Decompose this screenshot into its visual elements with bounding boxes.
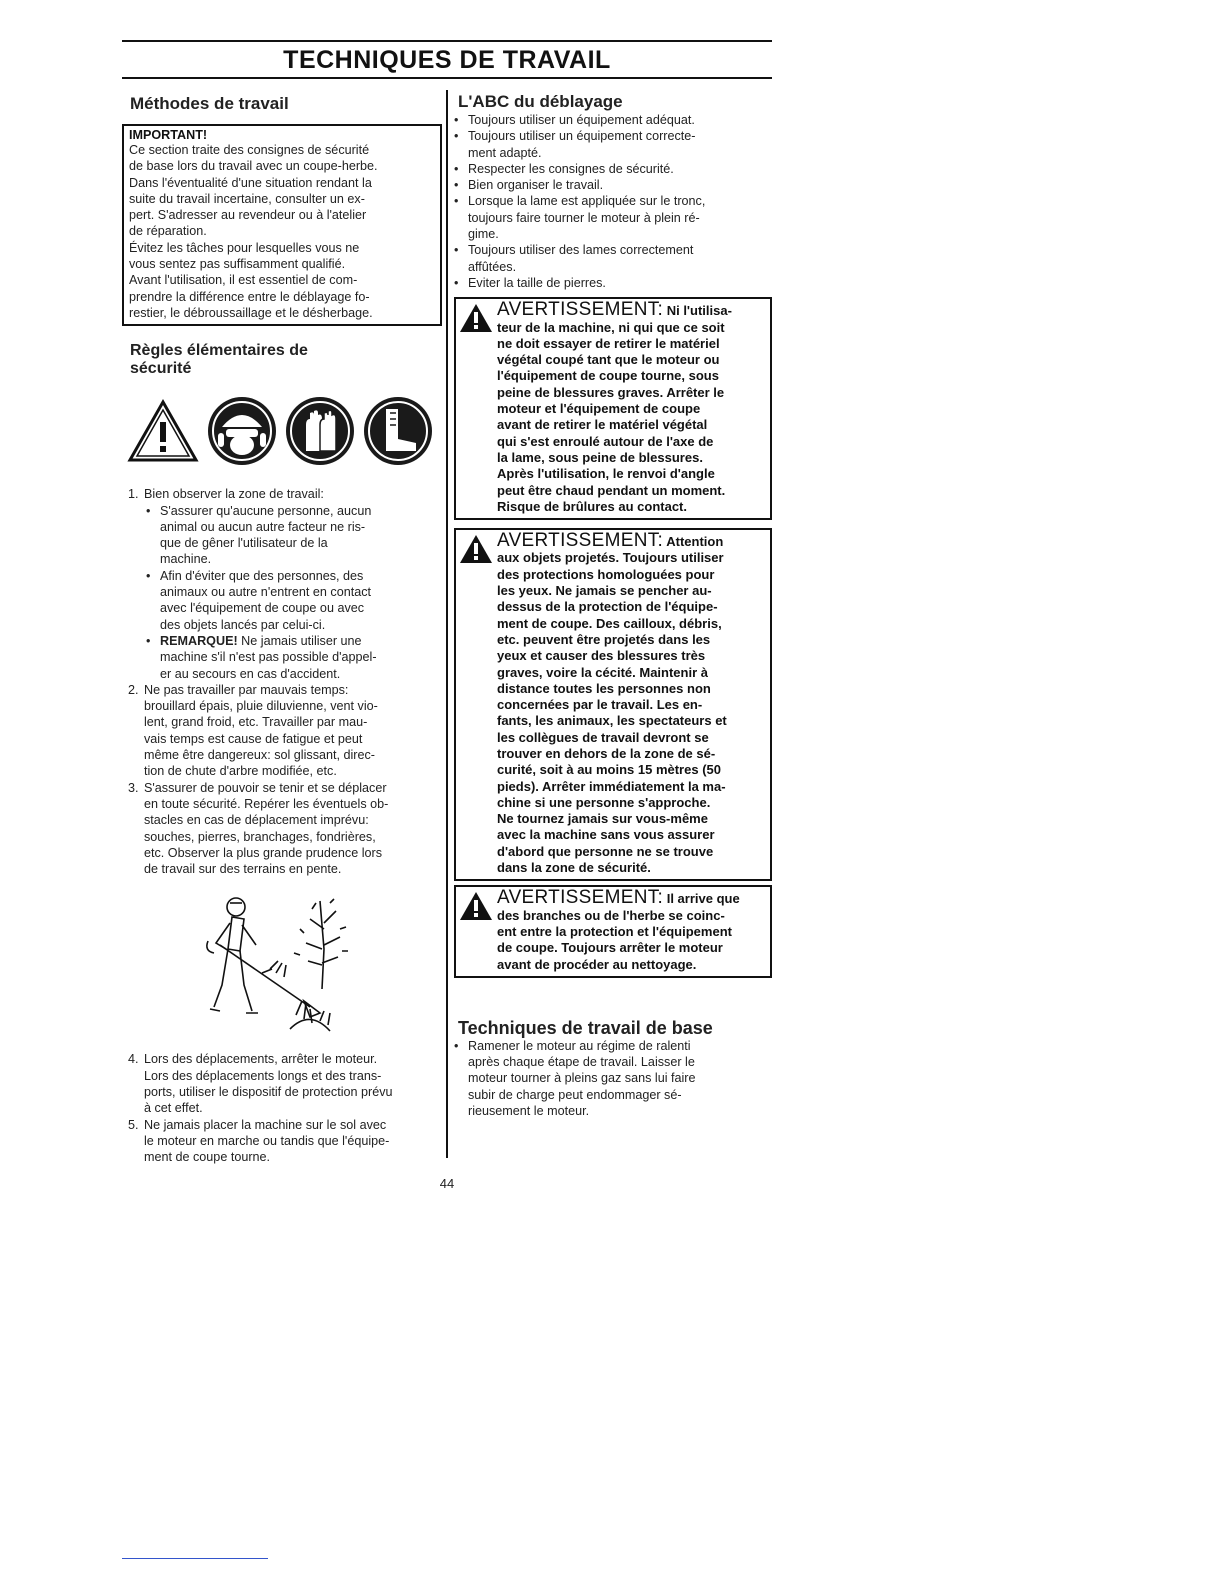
important-line: Avant l'utilisation, il est essentiel de com- — [129, 273, 358, 288]
bullet-line: moteur tourner à pleins gaz sans lui faire — [468, 1071, 696, 1086]
warning-line: teur de la machine, ni qui que ce soit — [497, 319, 725, 335]
list-text: Bien observer la zone de travail: — [144, 487, 324, 502]
list-item — [122, 1117, 442, 1166]
safety-heading-line: sécurité — [130, 360, 192, 378]
bullet-line: subir de charge peut endommager sé- — [468, 1087, 682, 1102]
important-heading: IMPORTANT! — [129, 128, 208, 142]
warning-line: dessus de la protection de l'équipe- — [497, 599, 718, 615]
list-item — [122, 486, 442, 682]
bullet-line: • Eviter la taille de pierres. — [468, 275, 606, 290]
safety-rules-list — [122, 486, 442, 877]
bullet-item — [448, 128, 772, 161]
warning-line: Ne tournez jamais sur vous-même — [497, 811, 708, 827]
warning-line: la lame, sous peine de blessures. — [497, 449, 703, 465]
warning-lead: Attention — [663, 534, 724, 550]
bullet-item — [140, 568, 442, 633]
list-line: Lors des déplacements, arrêter le moteur. — [144, 1052, 378, 1067]
footer-link-underline — [122, 1558, 268, 1559]
bullet-line: ment adapté. — [468, 145, 542, 160]
bullet-line: • Toujours utiliser un équipement correcte- — [468, 129, 696, 144]
helmet-ear-eye-protection-icon — [206, 395, 278, 467]
warning-line: ne doit essayer de retirer le matériel — [497, 335, 720, 351]
list-line: de travail sur des terrains en pente. — [144, 862, 342, 877]
list-item — [122, 780, 442, 878]
important-notice — [122, 124, 442, 326]
safety-heading-line: Règles élémentaires de — [130, 342, 308, 360]
list-line: souches, pierres, branchages, fondrières, — [144, 829, 376, 844]
bullet-item — [448, 161, 772, 177]
operator-trimmer-illustration — [200, 889, 380, 1039]
top-rule — [122, 40, 772, 42]
section-heading-safety — [130, 342, 442, 378]
list-line: ports, utiliser le dispositif de protection prévu — [144, 1084, 393, 1099]
list-line: le moteur en marche ou tandis que l'équipe- — [144, 1133, 390, 1148]
warning-line: Risque de brûlures au contact. — [497, 498, 687, 514]
important-line: Ce section traite des consignes de sécurité — [129, 143, 370, 157]
list-line: S'assurer de pouvoir se tenir et se déplacer — [144, 780, 387, 795]
warning-first-line — [497, 887, 766, 909]
bullet-line: • Afin d'éviter que des personnes, des — [160, 568, 364, 583]
important-line: Évitez les tâches pour lesquelles vous ne — [129, 240, 360, 255]
warning-line: peut être chaud pendant un moment. — [497, 482, 726, 498]
warning-line: graves, voire la cécité. Maintenir à — [497, 664, 708, 680]
abc-list — [448, 112, 772, 291]
section-heading-abc: L'ABC du déblayage — [458, 92, 623, 111]
warning-line: les collègues de travail devront se — [497, 729, 709, 745]
basic-techniques-list — [448, 1038, 772, 1119]
warning-line: avant de retirer le matériel végétal — [497, 417, 708, 433]
list-line: Ne pas travailler par mauvais temps: — [144, 682, 349, 697]
warning-line: fants, les animaux, les spectateurs et — [497, 713, 727, 729]
warning-box-cutting-material — [454, 297, 772, 520]
warning-line: aux objets projetés. Toujours utiliser — [497, 550, 724, 566]
list-number: 5. — [128, 1117, 139, 1132]
warning-line: ent entre la protection et l'équipement — [497, 923, 732, 939]
warning-triangle-icon — [459, 303, 493, 333]
bullet-line: er au secours en cas d'accident. — [160, 666, 341, 681]
section-heading-basic-techniques: Techniques de travail de base — [458, 1017, 713, 1038]
important-line: restier, le débroussaillage et le désherbage. — [129, 305, 373, 320]
warning-line: chine si une personne s'approche. — [497, 794, 711, 810]
list-line: etc. Observer la plus grande prudence lors — [144, 845, 383, 860]
warning-title: AVERTISSEMENT: — [497, 299, 664, 321]
warning-line: peine de blessures graves. Arrêter le — [497, 384, 725, 400]
bullet-line: que de gêner l'utilisateur de la — [160, 536, 328, 551]
warning-lead: Il arrive que — [663, 891, 740, 907]
bullet-line: • Ramener le moteur au régime de ralenti — [468, 1038, 691, 1053]
bullet-line: toujours faire tourner le moteur à plein ré- — [468, 210, 700, 225]
bullet-line: après chaque étape de travail. Laisser le — [468, 1055, 695, 1070]
warning-line: dans la zone de sécurité. — [497, 860, 651, 876]
warning-line: l'équipement de coupe tourne, sous — [497, 368, 719, 384]
bullet-item — [448, 177, 772, 193]
bullet-item — [448, 1038, 772, 1119]
important-line: de base lors du travail avec un coupe-herbe. — [129, 159, 378, 174]
bullet-line: gime. — [468, 227, 499, 242]
important-line: vous sentez pas suffisamment qualifié. — [129, 257, 346, 272]
boots-icon — [362, 395, 434, 467]
warning-first-line — [497, 530, 766, 552]
warning-title: AVERTISSEMENT: — [497, 530, 664, 552]
warning-line: végétal coupé tant que le moteur ou — [497, 352, 720, 368]
remark-text: Ne jamais utiliser une — [237, 633, 362, 648]
important-line: prendre la différence entre le déblayage fo- — [129, 289, 370, 304]
list-line: même être dangereux: sol glissant, direc- — [144, 748, 375, 763]
warning-line: de coupe. Toujours arrêter le moteur — [497, 940, 723, 956]
warning-line: ment de coupe. Des cailloux, débris, — [497, 615, 722, 631]
bullet-line: • S'assurer qu'aucune personne, aucun — [160, 503, 372, 518]
important-line: de réparation. — [129, 224, 207, 239]
important-line: Dans l'éventualité d'une situation rendant la — [129, 175, 372, 190]
warning-title: AVERTISSEMENT: — [497, 887, 664, 909]
list-line: tion de chute d'arbre modifiée, etc. — [144, 764, 337, 779]
list-number: 1. — [128, 487, 139, 502]
list-line: brouillard épais, pluie diluvienne, vent vio- — [144, 699, 378, 714]
warning-line: etc. peuvent être projetés dans les — [497, 631, 711, 647]
section-heading-methods: Méthodes de travail — [130, 94, 289, 113]
warning-line: Après l'utilisation, le renvoi d'angle — [497, 466, 715, 482]
warning-line: trouver en dehors de la zone de sé- — [497, 745, 716, 761]
warning-triangle-icon — [126, 398, 200, 464]
warning-line: des branches ou de l'herbe se coinc- — [497, 907, 725, 923]
bullet-line: des objets lancés par celui-ci. — [160, 617, 326, 632]
warning-line: avec la machine sans vous assurer — [497, 827, 715, 843]
warning-box-cleaning — [454, 885, 772, 977]
list-number: 3. — [128, 780, 139, 795]
warning-box-projected-objects — [454, 528, 772, 881]
title-underline — [122, 77, 772, 79]
bullet-line: machine s'il n'est pas possible d'appel- — [160, 650, 377, 665]
bullet-line: animaux ou autre n'entrent en contact — [160, 585, 372, 600]
bullet-item — [140, 503, 442, 568]
warning-line: yeux et causer des blessures très — [497, 648, 706, 664]
page-title: TECHNIQUES DE TRAVAIL — [283, 46, 611, 74]
warning-line: qui s'est enroulé autour de l'axe de — [497, 433, 714, 449]
page-number: 44 — [439, 1176, 455, 1191]
bullet-item — [140, 633, 442, 682]
list-line: ment de coupe tourne. — [144, 1150, 271, 1165]
warning-line: des protections homologuées pour — [497, 566, 715, 582]
important-line: suite du travail incertaine, consulter un ex- — [129, 191, 365, 206]
warning-line: concernées par le travail. Les en- — [497, 697, 703, 713]
safety-rules-list-continued — [122, 1051, 442, 1165]
bullet-item — [448, 112, 772, 128]
sub-bullets — [140, 503, 442, 682]
bullet-line: avec l'équipement de coupe ou avec — [160, 601, 365, 616]
list-item — [122, 682, 442, 780]
remark-label: REMARQUE! — [160, 633, 238, 648]
list-line: Ne jamais placer la machine sur le sol avec — [144, 1117, 387, 1132]
warning-first-line — [497, 299, 766, 321]
list-line: en toute sécurité. Repérer les éventuels ob- — [144, 796, 389, 811]
list-item — [122, 1051, 442, 1116]
warning-line: moteur et l'équipement de coupe — [497, 401, 701, 417]
bullet-line — [160, 633, 442, 649]
important-text — [129, 142, 435, 321]
bullet-line: affûtées. — [468, 259, 517, 274]
right-column — [454, 90, 772, 1119]
list-number: 2. — [128, 682, 139, 697]
list-line: Lors des déplacements longs et des trans- — [144, 1068, 382, 1083]
list-line: lent, grand froid, etc. Travailler par mau- — [144, 715, 368, 730]
list-number: 4. — [128, 1052, 139, 1067]
left-column — [122, 90, 442, 1165]
warning-line: curité, soit à au moins 15 mètres (50 — [497, 762, 721, 778]
warning-lead: Ni l'utilisa- — [663, 303, 732, 319]
important-line: pert. S'adresser au revendeur ou à l'atelier — [129, 208, 367, 223]
bullet-item — [448, 275, 772, 291]
list-line: vais temps est cause de fatigue et peut — [144, 731, 363, 746]
gloves-icon — [284, 395, 356, 467]
warning-triangle-icon — [459, 891, 493, 921]
bullet-line: • Toujours utiliser un équipement adéquat. — [468, 113, 695, 127]
safety-symbols — [122, 386, 442, 476]
list-line: stacles en cas de déplacement imprévu: — [144, 813, 369, 828]
warning-line: d'abord que personne ne se trouve — [497, 843, 714, 859]
bullet-item — [448, 193, 772, 242]
bullet-item — [448, 242, 772, 275]
bullet-line: • Respecter les consignes de sécurité. — [468, 161, 674, 176]
warning-triangle-icon — [459, 534, 493, 564]
bullet-line: animal ou aucun autre facteur ne ris- — [160, 519, 366, 534]
bullet-line: • Lorsque la lame est appliquée sur le tronc, — [468, 194, 706, 209]
warning-line: les yeux. Ne jamais se pencher au- — [497, 583, 712, 599]
warning-line: pieds). Arrêter immédiatement la ma- — [497, 778, 726, 794]
bullet-line: • Bien organiser le travail. — [468, 178, 604, 193]
bullet-line: machine. — [160, 552, 212, 567]
list-line: à cet effet. — [144, 1101, 203, 1116]
warning-line: avant de procéder au nettoyage. — [497, 956, 697, 972]
bullet-line: rieusement le moteur. — [468, 1104, 590, 1119]
warning-line: distance toutes les personnes non — [497, 680, 711, 696]
bullet-line: • Toujours utiliser des lames correctement — [468, 243, 694, 258]
